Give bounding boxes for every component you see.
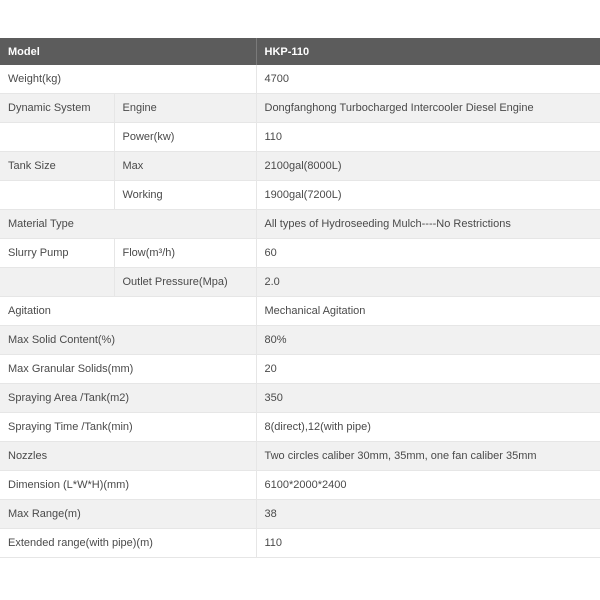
row-label: Agitation (0, 297, 256, 326)
row-group-label (0, 268, 114, 297)
table-row-pump-flow (0, 239, 600, 268)
table-row-tank-max (0, 152, 600, 181)
row-sub-label: Max (114, 152, 256, 181)
row-sub-label: Flow(m³/h) (114, 239, 256, 268)
table-row-spray-area (0, 384, 600, 413)
row-value: 110 (256, 529, 600, 558)
table-row-power (0, 123, 600, 152)
table-row-weight (0, 65, 600, 94)
table-row-max-range (0, 500, 600, 529)
row-sub-label: Engine (114, 94, 256, 123)
row-label: Max Range(m) (0, 500, 256, 529)
row-value: 2100gal(8000L) (256, 152, 600, 181)
table-header-row (0, 38, 600, 65)
row-label: Weight(kg) (0, 65, 256, 94)
row-value: Mechanical Agitation (256, 297, 600, 326)
table-row-tank-working (0, 181, 600, 210)
table-row-solid-content (0, 326, 600, 355)
row-value: 350 (256, 384, 600, 413)
row-group-label: Slurry Pump (0, 239, 114, 268)
row-label: Spraying Area /Tank(m2) (0, 384, 256, 413)
row-value: 2.0 (256, 268, 600, 297)
row-label: Extended range(with pipe)(m) (0, 529, 256, 558)
table-row-granular (0, 355, 600, 384)
row-value: 6100*2000*2400 (256, 471, 600, 500)
row-value: All types of Hydroseeding Mulch----No Restrictions (256, 210, 600, 239)
row-value: 20 (256, 355, 600, 384)
table-row-nozzles (0, 442, 600, 471)
row-value: 110 (256, 123, 600, 152)
row-value: 1900gal(7200L) (256, 181, 600, 210)
row-value: 38 (256, 500, 600, 529)
row-sub-label: Working (114, 181, 256, 210)
row-value: 8(direct),12(with pipe) (256, 413, 600, 442)
specification-table (0, 38, 600, 558)
row-group-label: Tank Size (0, 152, 114, 181)
table-row-engine (0, 94, 600, 123)
row-value: 80% (256, 326, 600, 355)
row-group-label (0, 123, 114, 152)
table-row-pump-pressure (0, 268, 600, 297)
table-row-extended-range (0, 529, 600, 558)
table-row-material (0, 210, 600, 239)
table-row-dimension (0, 471, 600, 500)
header-model-value: HKP-110 (256, 38, 600, 65)
row-label: Dimension (L*W*H)(mm) (0, 471, 256, 500)
row-label: Max Solid Content(%) (0, 326, 256, 355)
table-row-agitation (0, 297, 600, 326)
row-value: Dongfanghong Turbocharged Intercooler Diesel Engine (256, 94, 600, 123)
row-sub-label: Outlet Pressure(Mpa) (114, 268, 256, 297)
row-value: 60 (256, 239, 600, 268)
table-row-spray-time (0, 413, 600, 442)
row-label: Spraying Time /Tank(min) (0, 413, 256, 442)
row-sub-label: Power(kw) (114, 123, 256, 152)
row-group-label: Dynamic System (0, 94, 114, 123)
row-label: Nozzles (0, 442, 256, 471)
row-group-label (0, 181, 114, 210)
header-model-label: Model (0, 38, 256, 65)
row-value: Two circles caliber 30mm, 35mm, one fan caliber 35mm (256, 442, 600, 471)
row-label: Material Type (0, 210, 256, 239)
row-value: 4700 (256, 65, 600, 94)
row-label: Max Granular Solids(mm) (0, 355, 256, 384)
